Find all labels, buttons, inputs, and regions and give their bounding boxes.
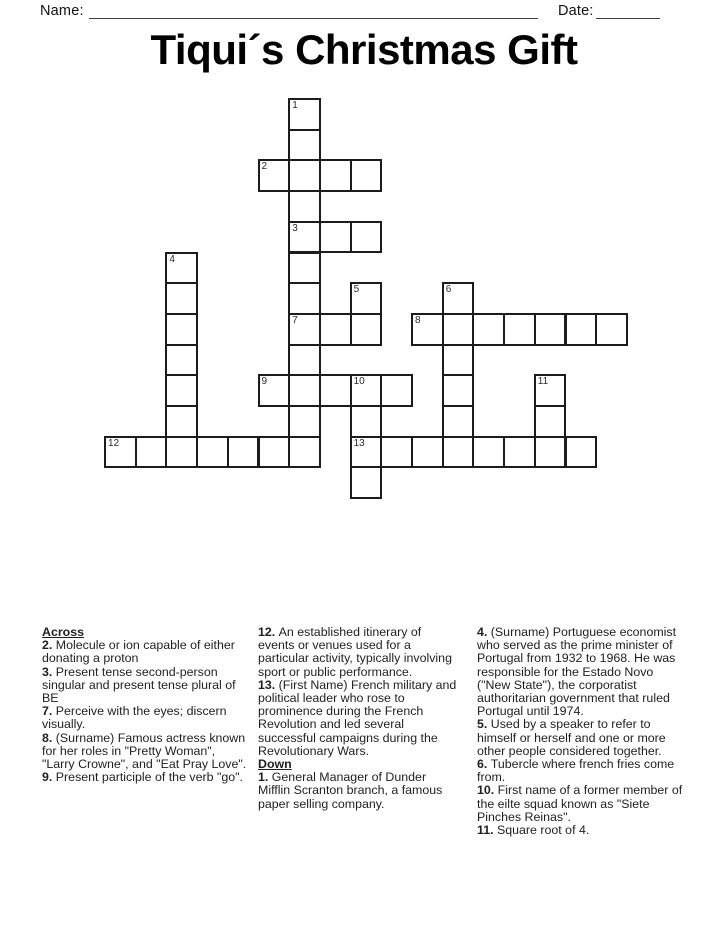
crossword-cell[interactable] (534, 405, 567, 438)
crossword-cell[interactable] (165, 405, 198, 438)
crossword-cell[interactable] (472, 436, 505, 469)
cell-number: 9 (261, 376, 268, 388)
crossword-cell[interactable] (288, 344, 321, 377)
crossword-cell[interactable] (288, 436, 321, 469)
crossword-cell[interactable] (196, 436, 229, 469)
clue-item: 4. (Surname) Portuguese economist who served as the prime minister of Portugal from 1932 to 1968. He was responsible for the Estado Novo ("New State"), the corporatist authoritarian government that ruled Portugal until 1974. (477, 625, 677, 719)
crossword-cell[interactable] (165, 282, 198, 315)
crossword-cell[interactable] (350, 466, 383, 499)
crossword-cell[interactable] (442, 374, 475, 407)
clue-item: 6. Tubercle where french fries come from. (477, 757, 675, 785)
crossword-cell[interactable] (288, 313, 321, 346)
crossword-cell[interactable] (288, 252, 321, 285)
clue-item: 1. General Manager of Dunder Mifflin Scranton branch, a famous paper selling company. (258, 770, 443, 811)
clue-section-header: Across (42, 625, 85, 639)
crossword-cell[interactable] (319, 374, 352, 407)
crossword-cell[interactable] (442, 405, 475, 438)
clue-number: 4. (477, 625, 491, 639)
cell-number: 7 (292, 314, 298, 326)
date-label: Date: (558, 3, 594, 19)
crossword-cell[interactable] (411, 313, 444, 346)
crossword-cell[interactable] (288, 282, 321, 315)
crossword-cell[interactable] (135, 436, 168, 469)
clue-number: 7. (42, 704, 56, 719)
clue-item: 11. Square root of 4. (477, 823, 590, 838)
clue-item: 9. Present participle of the verb "go". (42, 770, 243, 785)
clue-number: 6. (477, 757, 491, 772)
cell-number: 11 (537, 376, 549, 388)
clue-item: 7. Perceive with the eyes; discern visually. (42, 704, 227, 732)
cell-number: 5 (353, 284, 360, 296)
clue-item: 8. (Surname) Famous actress known for her roles in "Pretty Woman", "Larry Crowne", and "Eat Pray Love". (42, 730, 247, 772)
cell-number: 1 (292, 100, 298, 111)
crossword-cell[interactable] (565, 313, 598, 346)
clue-number: 5. (477, 717, 491, 732)
crossword-cell[interactable] (288, 221, 321, 254)
crossword-cell[interactable] (165, 436, 198, 469)
cell-number: 4 (169, 253, 175, 265)
crossword-cell[interactable] (288, 98, 321, 131)
clue-column (258, 626, 458, 811)
clue-section-header: Down (258, 757, 292, 772)
cell-number: 13 (353, 437, 365, 449)
crossword-cell[interactable] (319, 221, 352, 254)
clue-number: 11. (477, 823, 497, 838)
crossword-cell[interactable] (442, 282, 475, 315)
clue-number: 2. (42, 638, 56, 653)
clue-number: 3. (42, 664, 56, 679)
clue-item: 10. First name of a former member of the eilte squad known as "Siete Pinches Reinas". (477, 783, 683, 824)
clue-number: 13. (258, 677, 279, 692)
clue-number: 1. (258, 770, 272, 785)
crossword-cell[interactable] (350, 436, 383, 469)
clue-item: 13. (First Name) French military and political leader who rose to prominence during the French Revolution and led several successful campaigns during the Revolutionary Wars. (258, 677, 457, 758)
clue-number: 10. (477, 783, 498, 798)
crossword-cell[interactable] (288, 405, 321, 438)
cell-number: 2 (261, 161, 268, 173)
crossword-cell[interactable] (442, 436, 475, 469)
crossword-cell[interactable] (534, 436, 567, 469)
crossword-cell[interactable] (350, 405, 383, 438)
crossword-cell[interactable] (534, 374, 567, 407)
crossword-cell[interactable] (258, 374, 291, 407)
crossword-cell[interactable] (380, 374, 413, 407)
crossword-cell[interactable] (472, 313, 505, 346)
crossword-cell[interactable] (165, 344, 198, 377)
crossword-cell[interactable] (350, 374, 383, 407)
crossword-cell[interactable] (534, 313, 567, 346)
crossword-cell[interactable] (503, 313, 536, 346)
crossword-cell[interactable] (319, 159, 352, 192)
crossword-cell[interactable] (165, 374, 198, 407)
cell-number: 6 (445, 284, 452, 296)
crossword-cell[interactable] (503, 436, 536, 469)
clue-column (42, 626, 248, 784)
clue-number: 9. (42, 770, 56, 785)
crossword-cell[interactable] (350, 313, 383, 346)
crossword-cell[interactable] (288, 374, 321, 407)
crossword-cell[interactable] (104, 436, 137, 469)
crossword-cell[interactable] (350, 221, 383, 254)
clue-column (477, 626, 685, 837)
crossword-cell[interactable] (258, 436, 291, 469)
crossword-cell[interactable] (227, 436, 260, 469)
crossword-cell[interactable] (442, 313, 475, 346)
crossword-cell[interactable] (165, 313, 198, 346)
crossword-cell[interactable] (411, 436, 444, 469)
crossword-cell[interactable] (442, 344, 475, 377)
cell-number: 3 (292, 222, 298, 234)
crossword-cell[interactable] (350, 159, 383, 192)
clue-item: 3. Present tense second-person singular and present tense plural of BE (42, 664, 236, 706)
clue-number: 8. (42, 730, 56, 745)
crossword-cell[interactable] (319, 313, 352, 346)
crossword-cell[interactable] (350, 282, 383, 315)
crossword-cell[interactable] (380, 436, 413, 469)
clue-number: 12. (258, 625, 279, 639)
crossword-cell[interactable] (595, 313, 628, 346)
cell-number: 12 (108, 437, 120, 449)
crossword-cell[interactable] (288, 129, 321, 162)
crossword-cell[interactable] (565, 436, 598, 469)
worksheet-title: Tiqui´s Christmas Gift (150, 26, 578, 73)
crossword-cell[interactable] (258, 159, 291, 192)
crossword-cell[interactable] (288, 159, 321, 192)
cell-number: 10 (353, 376, 365, 388)
crossword-cell[interactable] (165, 252, 198, 285)
name-label: Name: (40, 3, 84, 19)
clue-item: 5. Used by a speaker to refer to himself or herself and one or more other people considered together. (477, 717, 666, 758)
crossword-cell[interactable] (288, 190, 321, 223)
clue-item: 2. Molecule or ion capable of either donating a proton (42, 638, 235, 666)
cell-number: 8 (415, 314, 421, 326)
clue-item: 12. An established itinerary of events or venues used for a particular activity, typically involving sport or public performance. (258, 625, 452, 679)
